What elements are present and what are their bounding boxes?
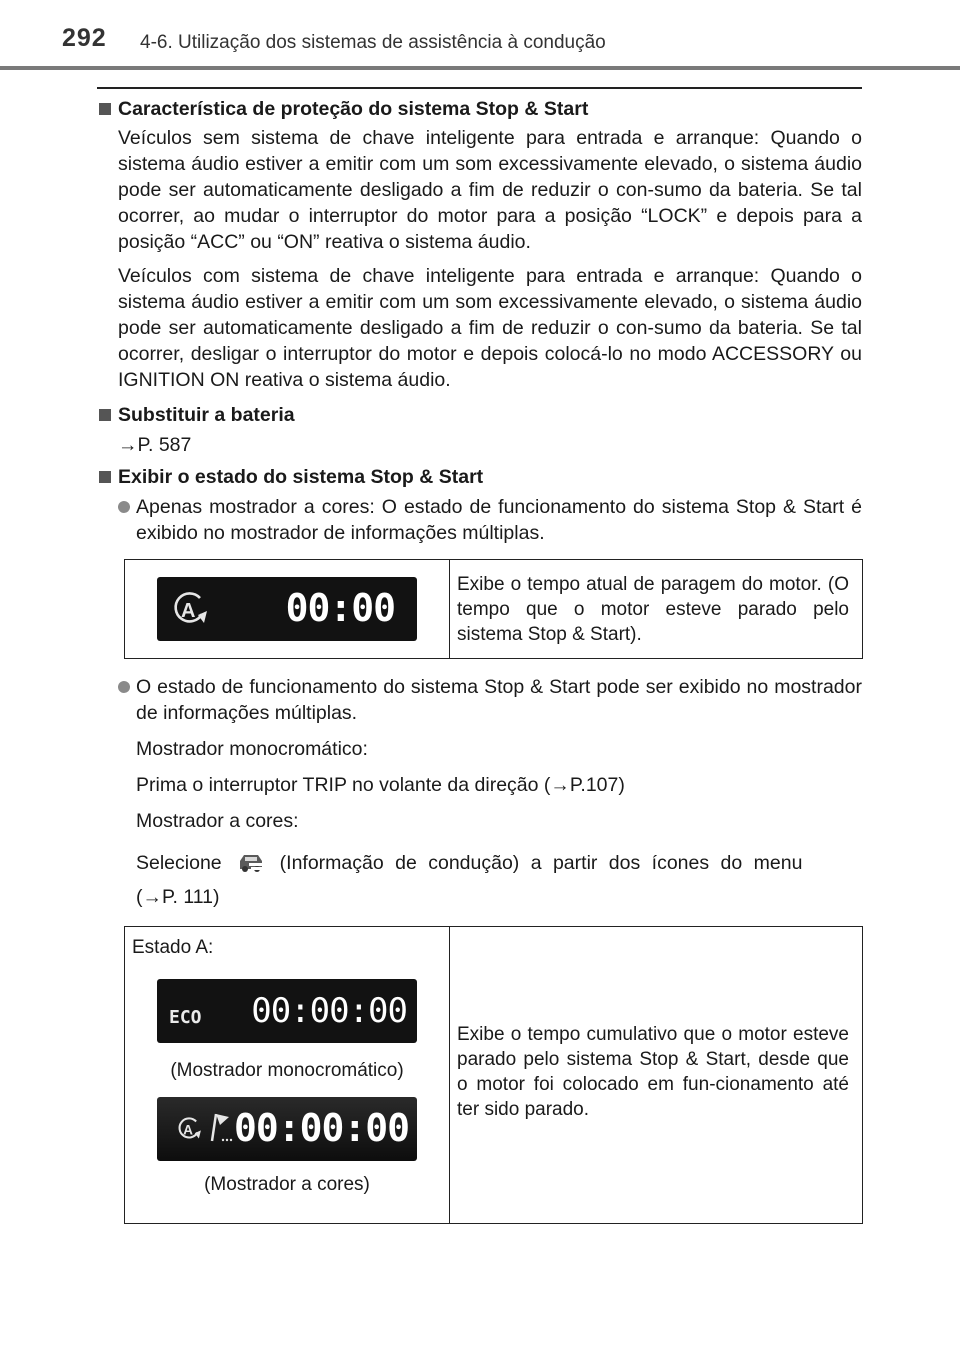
svg-text:A: A	[181, 600, 196, 622]
chapter-title: 4-6. Utilização dos sistemas de assistência à condução	[140, 32, 606, 53]
bullet-item	[118, 674, 862, 726]
display-image-cell	[125, 560, 450, 659]
mono-caption: (Mostrador monocromático)	[170, 1060, 404, 1081]
cumulative-time-description: Exibe o tempo cumulativo que o motor esteve parado pelo sistema Stop & Start, desde que o motor foi colocado em fun-cionamento até ter sido parado.	[457, 1024, 849, 1120]
auto-stop-a-icon	[169, 589, 213, 629]
stop-time-description: Exibe o tempo atual de paragem do motor. (O tempo que o motor esteve parado pelo sistema Stop & Start).	[457, 573, 849, 645]
description-cell	[450, 560, 863, 659]
circle-bullet-icon	[118, 501, 130, 513]
state-label: Estado A:	[132, 937, 214, 958]
select-instruction	[136, 850, 862, 876]
square-bullet-icon	[99, 471, 111, 483]
color-display-label: Mostrador a cores:	[136, 810, 299, 832]
cumulative-time-table	[124, 926, 863, 1224]
auto-stop-a-icon	[175, 1114, 205, 1144]
bullet-item	[118, 494, 862, 546]
square-bullet-icon	[99, 103, 111, 115]
select-text-after: (Informação de condução) a partir dos ícones do menu	[279, 852, 803, 874]
mono-display-label: Mostrador monocromático:	[136, 738, 368, 760]
color-display-image	[157, 577, 417, 641]
heading-text: Exibir o estado do sistema Stop & Start	[118, 466, 484, 488]
mono-cumulative-clock: 00:00:00	[251, 991, 407, 1031]
flag-icon	[209, 1111, 233, 1143]
page-number: 292	[62, 24, 107, 52]
page-reference-link[interactable]: →P. 587	[118, 434, 192, 456]
color-display-image	[157, 1097, 417, 1161]
paragraph-no-smart-key: Veículos sem sistema de chave inteligente para entrada e arranque: Quando o sistema áudio estiver a emitir com um som excessivamente elevado, o sistema áudio pode ser automaticamente desligado a fim de reduzir o con-sumo da bateria. Se tal ocorrer, ao mudar o interruptor do motor para a posição “LOCK” e depois para a posição “ACC” ou “ON” reativa o sistema áudio.	[118, 127, 862, 253]
circle-bullet-icon	[118, 681, 130, 693]
section-heading-display	[97, 463, 862, 491]
section-heading-battery	[97, 401, 862, 429]
eco-indicator: ECO	[169, 1007, 202, 1028]
color-cumulative-clock: 00:00:00	[233, 1106, 409, 1150]
header-divider	[0, 66, 960, 70]
page-content	[97, 95, 862, 1224]
display-images-cell	[125, 927, 450, 1224]
mono-display-instruction: Prima o interruptor TRIP no volante da direção (→P.107)	[136, 774, 625, 796]
bullet-text: Apenas mostrador a cores: O estado de funcionamento do sistema Stop & Start é exibido no mostrador de informações múltiplas.	[136, 496, 862, 544]
description-cell	[450, 927, 863, 1224]
mono-display-image	[157, 979, 417, 1043]
stop-time-table	[124, 559, 863, 659]
driving-info-icon	[236, 852, 266, 874]
select-text-before: Selecione	[136, 852, 222, 874]
bullet-text: O estado de funcionamento do sistema Stop & Start pode ser exibido no mostrador de informações múltiplas.	[136, 676, 862, 724]
paragraph-smart-key: Veículos com sistema de chave inteligente para entrada e arranque: Quando o sistema áudio estiver a emitir com um som excessivamente elevado, o sistema áudio pode ser automaticamente desligado a fim de reduzir o con-sumo da bateria. Se tal ocorrer, desligar o interruptor do motor e depois colocá-lo no modo ACCESSORY ou IGNITION ON reativa o sistema áudio.	[118, 265, 862, 391]
section-heading-protection	[97, 95, 862, 123]
page-reference-link[interactable]: (→P. 111)	[136, 886, 220, 908]
heading-text: Substituir a bateria	[118, 404, 295, 426]
stop-time-clock: 00:00	[285, 586, 395, 630]
svg-text:A: A	[183, 1122, 194, 1138]
square-bullet-icon	[99, 409, 111, 421]
color-caption: (Mostrador a cores)	[204, 1174, 370, 1195]
heading-text: Característica de proteção do sistema Stop & Start	[118, 98, 589, 120]
top-rule	[97, 87, 862, 89]
